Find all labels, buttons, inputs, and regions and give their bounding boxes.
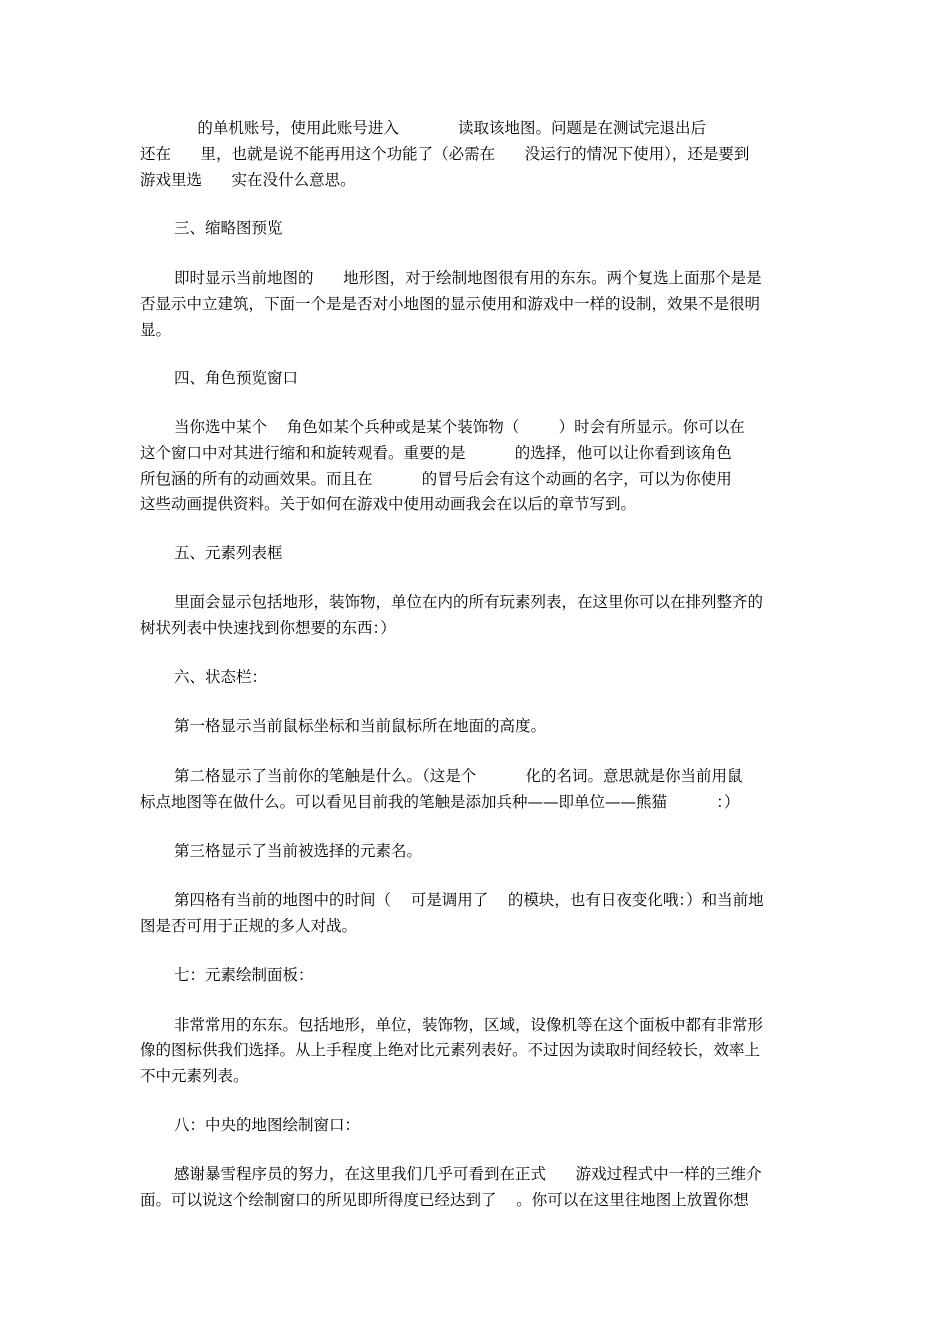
section-heading: 四、角色预览窗口 [174,369,299,387]
text-line: 这些动画提供资料。关于如何在游戏中使用动画我会在以后的章节写到。 [140,495,637,513]
text-line: 游戏里选 实在没什么意思。 [140,171,356,189]
text-line: 第二格显示了当前你的笔触是什么。（这是个 化的名词。意思就是你当前用鼠 [174,767,743,785]
text-line: 里面会显示包括地形，装饰物，单位在内的所有玩素列表，在这里你可以在排列整齐的 [174,593,764,611]
text-line: 显。 [140,321,172,339]
section-heading: 七：元素绘制面板： [174,966,314,984]
text-line: 第一格显示当前鼠标坐标和当前鼠标所在地面的高度。 [174,717,547,735]
text-line: 图是否可用于正规的多人对战。 [140,917,358,935]
text-line: 这个窗口中对其进行缩和和旋转观看。重要的是 的选择，他可以让你看到该角色 [140,444,732,462]
section-heading: 八：中央的地图绘制窗口： [174,1116,361,1134]
text-line: 像的图标供我们选择。从上手程度上绝对比元素列表好。不过因为读取时间经较长，效率上 [140,1041,761,1059]
text-line: 不中元素列表。 [140,1067,249,1085]
text-line: 的单机账号，使用此账号进入 读取该地图。问题是在测试完退出后 [158,119,707,137]
text-line: 感谢暴雪程序员的努力，在这里我们几乎可看到在正式 游戏过程式中一样的三维介 [174,1165,762,1183]
section-heading: 三、缩略图预览 [174,219,283,237]
text-line: 即时显示当前地图的 地形图，对于绘制地图很有用的东东。两个复选上面那个是是 [174,269,762,287]
text-line: 树状列表中快速找到你想要的东西：） [140,619,396,637]
text-line: 还在 里，也就是说不能再用这个功能了（必需在 没运行的情况下使用），还是要到 [140,145,750,163]
text-line: 第三格显示了当前被选择的元素名。 [174,842,423,860]
section-heading: 六、状态栏： [174,668,268,686]
text-line: 面。可以说这个绘制窗口的所见即所得度已经达到了 。你可以在这里往地图上放置你想 [140,1191,749,1209]
section-heading: 五、元素列表框 [174,544,283,562]
text-line: 标点地图等在做什么。可以看见目前我的笔触是添加兵种——即单位——熊猫 ：） [140,793,740,811]
text-line: 否显示中立建筑，下面一个是是否对小地图的显示使用和游戏中一样的设制，效果不是很明 [140,295,761,313]
text-line: 所包涵的所有的动画效果。而且在 的冒号后会有这个动画的名字，可以为你使用 [140,470,732,488]
text-line: 第四格有当前的地图中的时间（ 可是调用了 的模块，也有日夜变化哦：）和当前地 [174,891,764,909]
text-line: 非常常用的东东。包括地形，单位，装饰物，区域，设像机等在这个面板中都有非常形 [174,1016,764,1034]
text-line: 当你选中某个 角色如某个兵种或是某个装饰物（ ）时会有所显示。你可以在 [174,418,745,436]
